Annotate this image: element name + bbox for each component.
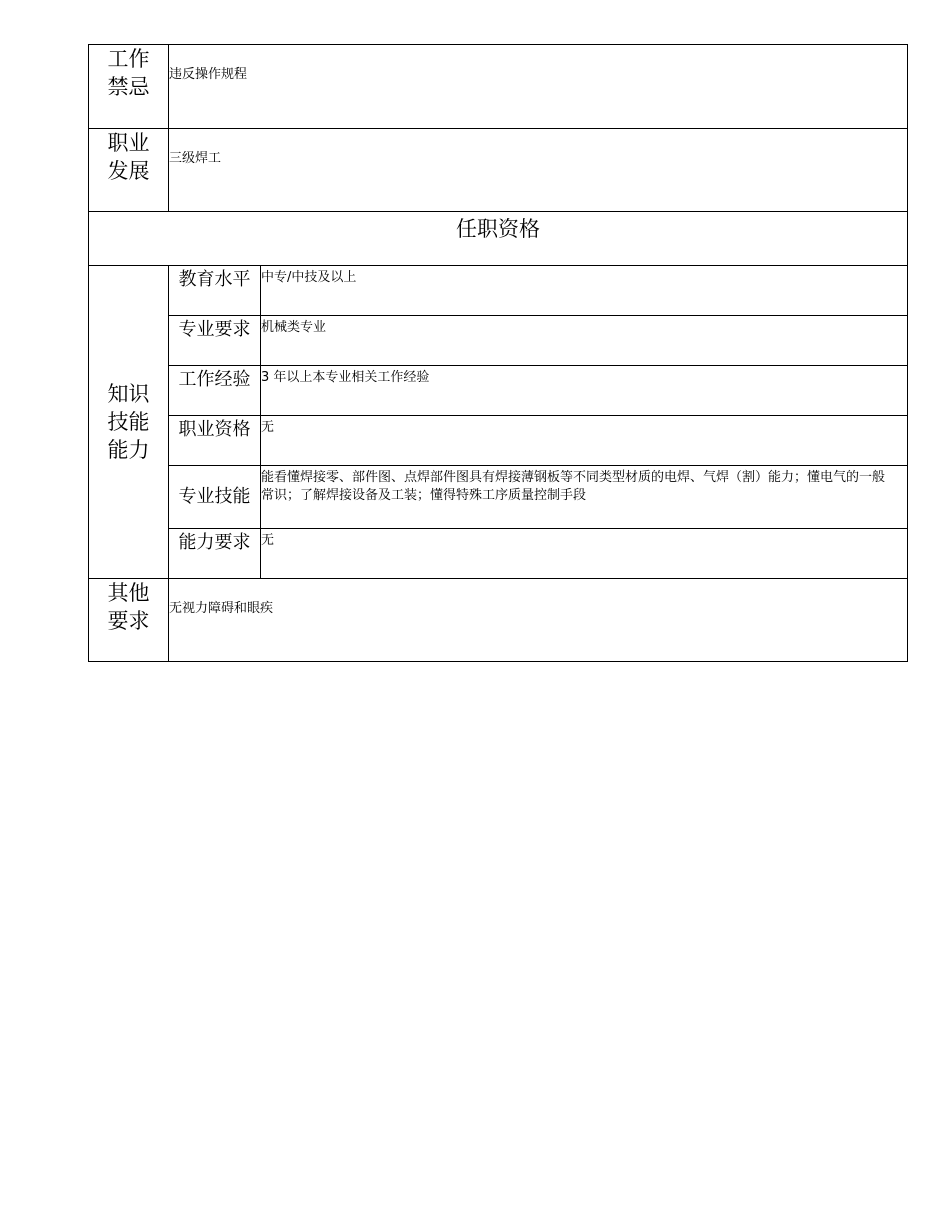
ability-label: 能力要求: [169, 529, 261, 579]
education-value: 中专/中技及以上: [261, 266, 908, 316]
other-label: [89, 579, 169, 662]
taboo-content: 违反操作规程: [169, 45, 908, 129]
career-row: [89, 129, 908, 212]
other-row: [89, 579, 908, 662]
knowledge-label-line3: 能力: [107, 438, 150, 462]
education-label: 教育水平: [169, 266, 261, 316]
knowledge-row-major: [89, 316, 908, 366]
taboo-label: [89, 45, 169, 129]
career-label: [89, 129, 169, 212]
taboo-label-line1: 工作: [107, 47, 150, 71]
career-label-line1: 职业: [107, 131, 150, 155]
knowledge-row-certification: [89, 416, 908, 466]
knowledge-group-label: [89, 266, 169, 579]
knowledge-row-skills: [89, 466, 908, 529]
skills-label: 专业技能: [169, 466, 261, 529]
knowledge-row-ability: [89, 529, 908, 579]
other-content: 无视力障碍和眼疾: [169, 579, 908, 662]
knowledge-label-line1: 知识: [107, 382, 150, 406]
qualification-title-row: [89, 212, 908, 266]
experience-label: 工作经验: [169, 366, 261, 416]
knowledge-row-experience: [89, 366, 908, 416]
certification-value: 无: [261, 416, 908, 466]
qualification-title: 任职资格: [89, 212, 908, 266]
knowledge-label-line2: 技能: [107, 410, 150, 434]
taboo-label-line2: 禁忌: [107, 75, 150, 99]
ability-value: 无: [261, 529, 908, 579]
major-label: 专业要求: [169, 316, 261, 366]
other-label-line2: 要求: [107, 609, 150, 633]
experience-value: 3 年以上本专业相关工作经验: [261, 366, 908, 416]
certification-label: 职业资格: [169, 416, 261, 466]
major-value: 机械类专业: [261, 316, 908, 366]
career-content: 三级焊工: [169, 129, 908, 212]
other-label-line1: 其他: [107, 581, 150, 605]
knowledge-row-education: [89, 266, 908, 316]
skills-value: 能看懂焊接零、部件图、点焊部件图具有焊接薄钢板等不同类型材质的电焊、气焊（割）能力；懂电气的一般常识；了解焊接设备及工装；懂得特殊工序质量控制手段: [261, 466, 908, 529]
taboo-row: [89, 45, 908, 129]
career-label-line2: 发展: [107, 159, 150, 183]
job-requirements-table: [88, 44, 908, 662]
